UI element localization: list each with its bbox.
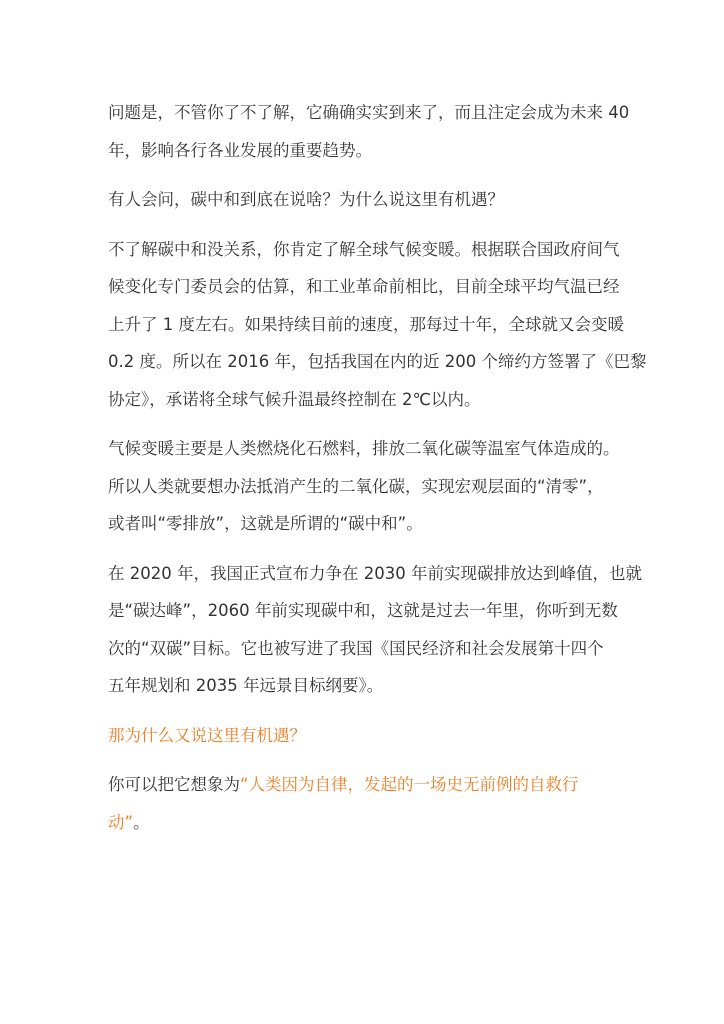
quote-intro: 你可以把它想象为 bbox=[108, 775, 240, 794]
text-line: 协定》，承诺将全球气候升温最终控制在 2℃以内。 bbox=[108, 389, 481, 409]
text-line: 五年规划和 2035 年远景目标纲要》。 bbox=[108, 676, 384, 695]
text-line: 问题是，不管你了不了解，它确确实实到来了，而且注定会成为未来 40 bbox=[108, 103, 630, 122]
closing-punctuation: 。 bbox=[133, 812, 150, 832]
text-line: 所以人类就要想办法抵消产生的二氧化碳，实现宏观层面的“清零”， bbox=[108, 476, 604, 496]
paragraph-5 bbox=[108, 555, 642, 705]
text-line bbox=[108, 804, 616, 842]
text-line: 不了解碳中和没关系，你肯定了解全球气候变暖。根据联合国政府间气 bbox=[108, 239, 620, 259]
section-heading bbox=[108, 717, 616, 755]
text-line: 候变化专门委员会的估算，和工业革命前相比，目前全球平均气温已经 bbox=[108, 277, 620, 296]
text-line bbox=[108, 766, 616, 804]
text-line: 上升了 1 度左右。如果持续目前的速度，那每过十年，全球就又会变暖 bbox=[108, 314, 624, 334]
highlight-quote-part1: “人类因为自律，发起的一场史无前例的自救行 bbox=[240, 775, 579, 794]
heading-text: 那为什么又说这里有机遇？ bbox=[108, 725, 306, 745]
paragraph-2 bbox=[108, 181, 616, 219]
paragraph-6 bbox=[108, 766, 616, 841]
text-line: 年，影响各行各业发展的重要趋势。 bbox=[108, 140, 372, 160]
paragraph-4 bbox=[108, 430, 620, 543]
text-line: 或者叫“零排放”，这就是所谓的“碳中和”。 bbox=[108, 514, 423, 533]
text-line: 有人会问，碳中和到底在说啥？为什么说这里有机遇？ bbox=[108, 190, 504, 209]
text-line: 气候变暖主要是人类燃烧化石燃料，排放二氧化碳等温室气体造成的。 bbox=[108, 439, 620, 458]
text-line: 是“碳达峰”，2060 年前实现碳中和，这就是过去一年里，你听到无数 bbox=[108, 601, 618, 620]
paragraph-3 bbox=[108, 231, 647, 419]
highlight-quote-part2: 动” bbox=[108, 812, 134, 832]
text-line: 在 2020 年，我国正式宣布力争在 2030 年前实现碳排放达到峰值，也就 bbox=[108, 563, 642, 583]
text-line: 0.2 度。所以在 2016 年，包括我国在内的近 200 个缔约方签署了《巴黎 bbox=[108, 352, 647, 371]
paragraph-1 bbox=[108, 94, 630, 169]
text-line: 次的“双碳”目标。它也被写进了我国《国民经济和社会发展第十四个 bbox=[108, 638, 604, 658]
